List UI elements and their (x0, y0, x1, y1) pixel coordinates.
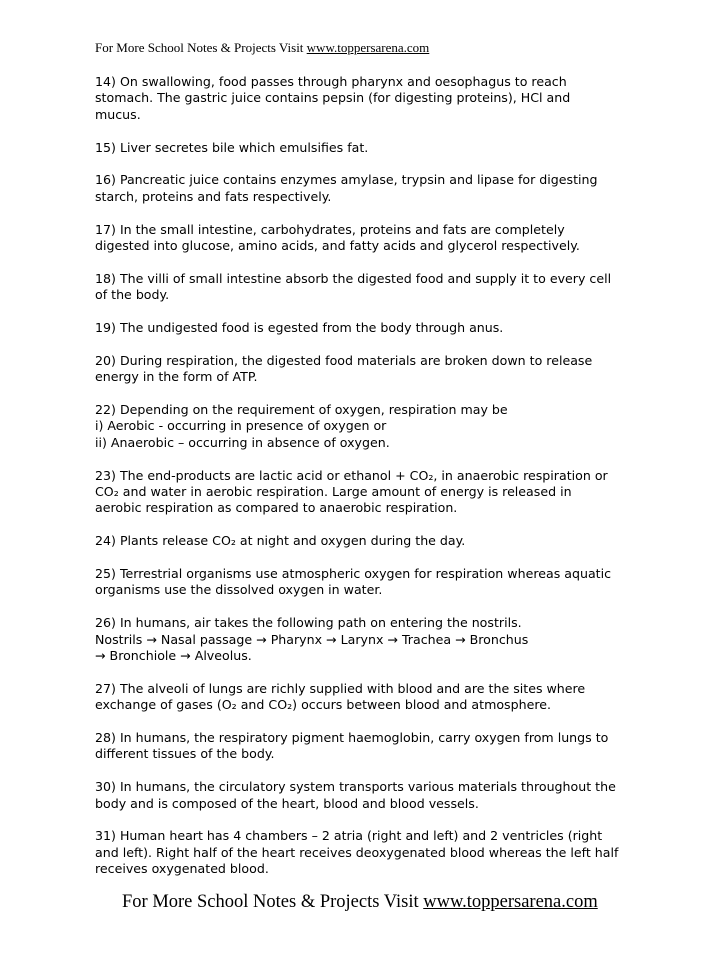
note-line: Nostrils → Nasal passage → Pharynx → Larynx → Trachea → Bronchus (95, 631, 529, 647)
note-line: 18) The villi of small intestine absorb the digested food and supply it to every cell (95, 270, 612, 286)
notes-content (95, 74, 655, 894)
note-line: of the body. (95, 287, 170, 303)
note-line: → Bronchiole → Alveolus. (95, 648, 252, 664)
note-paragraph (95, 730, 655, 763)
note-paragraph (95, 566, 655, 599)
note-paragraph (95, 779, 655, 812)
note-paragraph (95, 320, 655, 336)
note-line: organisms use the dissolved oxygen in water. (95, 582, 383, 598)
footer-text: For More School Notes & Projects Visit (122, 892, 424, 912)
note-paragraph (95, 468, 655, 517)
note-line: starch, proteins and fats respectively. (95, 188, 332, 204)
note-line: 27) The alveoli of lungs are richly supplied with blood and are the sites where (95, 680, 586, 696)
note-paragraph (95, 402, 655, 451)
page-footer (122, 891, 598, 913)
note-paragraph (95, 140, 655, 156)
note-line: 14) On swallowing, food passes through pharynx and oesophagus to reach (95, 74, 567, 89)
note-line: 22) Depending on the requirement of oxygen, respiration may be (95, 402, 508, 418)
note-paragraph (95, 353, 655, 386)
note-paragraph (95, 222, 655, 255)
note-line: CO₂ and water in aerobic respiration. Large amount of energy is released in (95, 484, 572, 500)
note-line: 20) During respiration, the digested food materials are broken down to release (95, 352, 593, 368)
note-line: and left). Right half of the heart receives deoxygenated blood whereas the left half (95, 844, 619, 860)
note-line: digested into glucose, amino acids, and fatty acids and glycerol respectively. (95, 238, 580, 254)
note-paragraph (95, 172, 655, 205)
note-paragraph (95, 533, 655, 549)
note-line: 16) Pancreatic juice contains enzymes amylase, trypsin and lipase for digesting (95, 172, 598, 188)
note-line: 30) In humans, the circulatory system transports various materials throughout the (95, 779, 616, 795)
note-line: body and is composed of the heart, blood and blood vessels. (95, 795, 479, 811)
note-line: 24) Plants release CO₂ at night and oxygen during the day. (95, 533, 466, 549)
note-paragraph (95, 828, 655, 877)
note-line: stomach. The gastric juice contains pepsin (for digesting proteins), HCl and (95, 90, 571, 106)
note-paragraph (95, 681, 655, 714)
note-paragraph (95, 74, 655, 123)
note-line: 15) Liver secretes bile which emulsifies fat. (95, 139, 369, 155)
note-line: i) Aerobic - occurring in presence of oxygen or (95, 418, 387, 434)
note-line: ii) Anaerobic – occurring in absence of oxygen. (95, 434, 390, 450)
page-header (95, 40, 429, 56)
note-line: exchange of gases (O₂ and CO₂) occurs between blood and atmosphere. (95, 697, 551, 713)
note-line: 25) Terrestrial organisms use atmospheric oxygen for respiration whereas aquatic (95, 566, 612, 582)
footer-link[interactable]: www.toppersarena.com (423, 892, 598, 912)
note-line: 28) In humans, the respiratory pigment haemoglobin, carry oxygen from lungs to (95, 730, 609, 746)
note-line: 26) In humans, air takes the following path on entering the nostrils. (95, 615, 522, 631)
note-paragraph (95, 271, 655, 304)
note-line: 19) The undigested food is egested from the body through anus. (95, 320, 504, 336)
header-link[interactable]: www.toppersarena.com (306, 40, 430, 55)
note-line: 23) The end-products are lactic acid or ethanol + CO₂, in anaerobic respiration or (95, 467, 608, 483)
note-line: receives oxygenated blood. (95, 861, 269, 877)
note-line: different tissues of the body. (95, 746, 275, 762)
note-paragraph (95, 615, 655, 664)
note-line: 17) In the small intestine, carbohydrates, proteins and fats are completely (95, 221, 565, 237)
header-text: For More School Notes & Projects Visit (95, 40, 307, 55)
note-line: energy in the form of ATP. (95, 369, 258, 385)
note-line: mucus. (95, 106, 141, 122)
note-line: 31) Human heart has 4 chambers – 2 atria (right and left) and 2 ventricles (right (95, 828, 603, 844)
note-line: aerobic respiration as compared to anaerobic respiration. (95, 500, 458, 516)
